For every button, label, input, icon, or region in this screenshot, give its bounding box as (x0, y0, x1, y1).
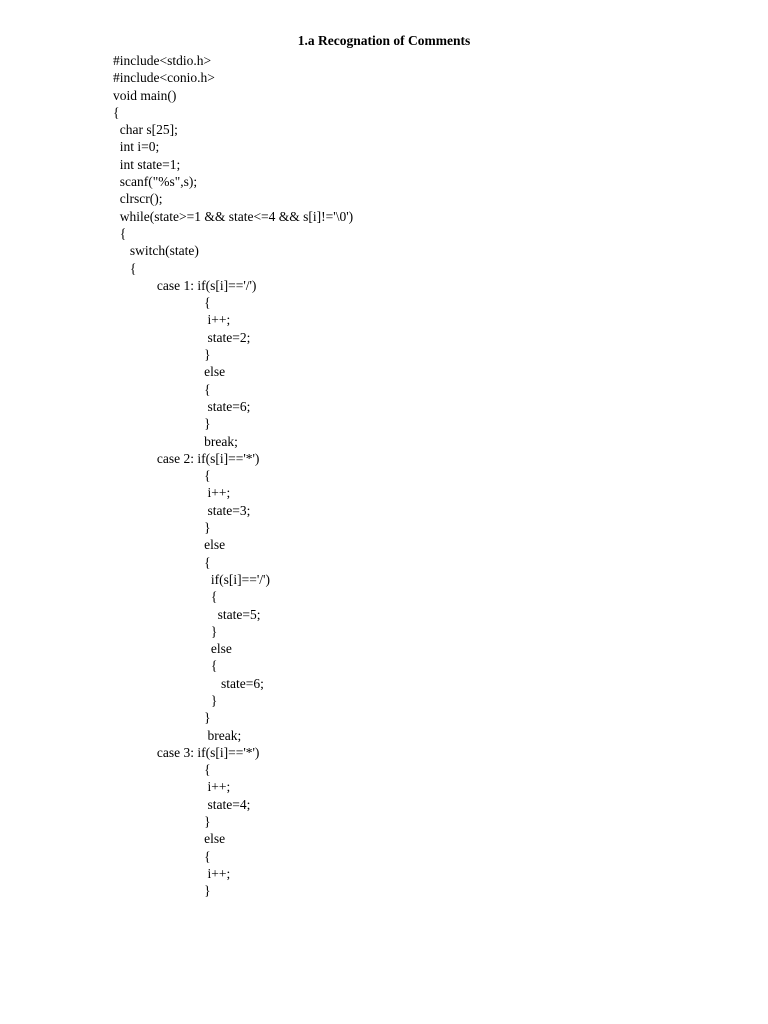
code-line: { (113, 225, 127, 241)
code-line: { (113, 762, 211, 778)
code-line: case 1: if(s[i]=='/') (113, 277, 257, 293)
code-line: state=3; (113, 502, 251, 518)
code-line: { (113, 589, 218, 605)
code-line: { (113, 554, 211, 570)
code-line: state=6; (113, 398, 251, 414)
code-line: state=2; (113, 329, 251, 345)
code-line: else (113, 537, 226, 553)
code-line: } (113, 692, 218, 708)
code-line: } (113, 416, 211, 432)
code-line: { (113, 658, 218, 674)
code-line: { (113, 381, 211, 397)
document-title-text: 1.a Recognation of Comments (297, 33, 471, 48)
code-line: } (113, 347, 211, 363)
code-line: i++; (113, 865, 231, 881)
code-line: char s[25]; (113, 122, 178, 138)
code-line: i++; (113, 312, 231, 328)
code-line: clrscr(); (113, 191, 163, 207)
code-line: int state=1; (113, 156, 181, 172)
code-line: else (113, 831, 226, 847)
code-line: } (113, 814, 211, 830)
code-line: i++; (113, 779, 231, 795)
code-line: } (113, 883, 211, 899)
code-line: #include<stdio.h> (113, 53, 212, 68)
code-listing (113, 52, 353, 900)
code-line: int i=0; (113, 139, 160, 155)
code-line: state=6; (113, 675, 264, 691)
code-line: break; (113, 727, 242, 743)
code-line: switch(state) (113, 243, 199, 259)
code-line: { (113, 104, 120, 120)
code-line: case 2: if(s[i]=='*') (113, 450, 260, 466)
code-line: { (113, 848, 211, 864)
code-line: } (113, 710, 211, 726)
code-line: void main() (113, 87, 177, 103)
code-line: { (113, 260, 137, 276)
code-line: break; (113, 433, 238, 449)
code-line: scanf("%s",s); (113, 174, 198, 190)
code-line: { (113, 295, 211, 311)
code-line: while(state>=1 && state<=4 && s[i]!='\0') (113, 208, 354, 224)
code-line: state=5; (113, 606, 261, 622)
code-line: if(s[i]=='/') (113, 571, 270, 587)
code-line: #include<conio.h> (113, 70, 215, 86)
code-line: state=4; (113, 796, 251, 812)
document-title (0, 33, 768, 49)
code-line: { (113, 468, 211, 484)
code-line: } (113, 520, 211, 536)
code-line: else (113, 364, 226, 380)
code-line: } (113, 623, 218, 639)
code-line: else (113, 641, 232, 657)
code-line: i++; (113, 485, 231, 501)
code-line: case 3: if(s[i]=='*') (113, 744, 260, 760)
